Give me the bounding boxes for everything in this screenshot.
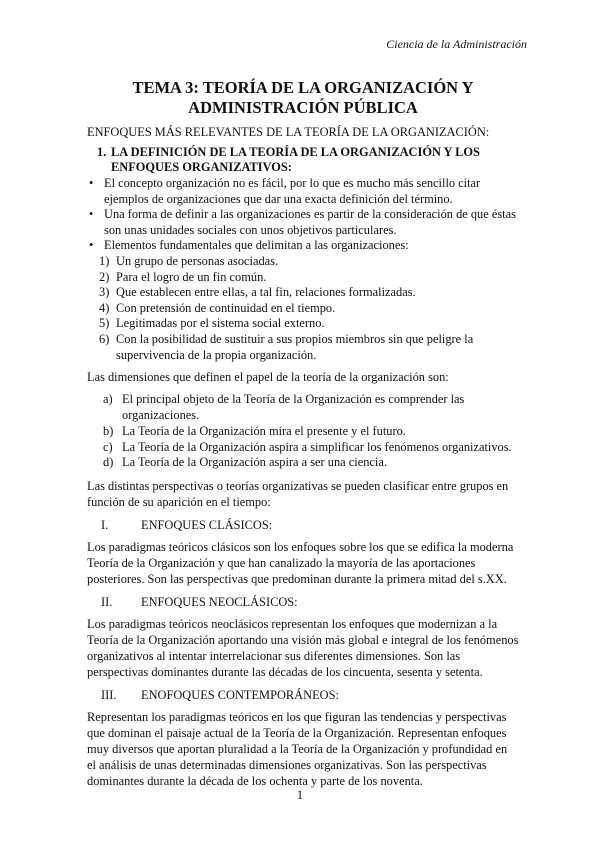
list-item [87,254,519,270]
list-item [87,424,519,440]
list-text: La Teoría de la Organización mira el presente y el futuro. [122,423,406,438]
bullet-text: Una forma de definir a las organizaciones es partir de la consideración de que éstas son unas unidades sociales con unos objetivos particulares. [104,207,516,237]
dimensions-intro: Las dimensiones que definen el papel de la teoría de la organización son: [87,370,449,385]
roman-numeral: III. [101,688,117,703]
list-number: 2) [99,269,110,284]
section-heading-neoclassical [87,594,519,610]
list-number: 4) [99,300,110,315]
list-text: Que establecen entre ellas, a tal fin, relaciones formalizadas. [116,285,416,300]
section-1-heading [87,145,519,175]
list-item [87,316,519,332]
section-1-number: 1. [97,145,107,159]
roman-numeral: II. [101,595,113,610]
list-number: 3) [99,285,110,300]
list-text: Legitimadas por el sistema social externo. [116,316,325,331]
list-item [87,392,519,424]
bullet-icon: • [89,238,94,253]
neoclassical-paragraph: Los paradigmas teóricos neoclásicos representan los enfoques que modernizan a la Teoría de la Organización aportando una visión más global e integral de los fenómenos organizativos al intentar interrelacionar sus diferentes dimensiones. Son las perspectivas dominantes durante las décadas de los cincuenta, sesenta y setenta. [87,617,519,680]
list-item [87,285,519,301]
bullet-icon: • [89,207,94,222]
list-number: 5) [99,316,110,331]
section-1-title: LA DEFINICIÓN DE LA TEORÍA DE LA ORGANIZACIÓN Y LOS ENFOQUES ORGANIZATIVOS: [111,145,480,174]
list-number: 1) [99,253,110,268]
running-header: Ciencia de la Administración [386,37,527,51]
list-text: Un grupo de personas asociadas. [116,253,279,268]
list-letter: c) [103,439,113,454]
document-title [87,78,519,118]
list-item [87,301,519,317]
list-item [87,332,519,363]
section-heading-text: ENOFOQUES CONTEMPORÁNEOS: [141,688,339,703]
bullet-item [87,207,519,238]
classical-paragraph: Los paradigmas teóricos clásicos son los enfoques sobre los que se edifica la moderna Teoría de la Organización y que han canalizado la mayoría de las aportaciones posteriores. Son las perspectivas que predominan durante la primera mitad del s.XX. [87,540,514,587]
bullet-icon: • [89,176,94,190]
dimensions-list [87,392,519,471]
list-letter: b) [103,423,114,438]
list-number: 6) [99,331,110,346]
definition-bullets [87,176,519,254]
elements-list [87,254,519,363]
roman-numeral: I. [101,518,109,533]
list-text: La Teoría de la Organización aspira a ser una ciencia. [122,455,387,470]
list-text: Para el logro de un fin común. [116,269,267,284]
section-heading-classical [87,517,519,533]
contemporary-paragraph: Representan los paradigmas teóricos en los que figuran las tendencias y perspectivas que dominan el paisaje actual de la Teoría de la Organización. Representan enfoques muy diversos que aportan pluralidad a la Teoría de la Organización y profundidad en el análisis de unas determinadas dimensiones organizativas. Son las perspectivas dominantes durante la década de los ochenta y parte de los noventa. [87,710,508,789]
title-line-2: ADMINISTRACIÓN PÚBLICA [188,98,418,117]
list-letter: d) [103,455,114,470]
page-content [87,78,519,796]
list-item [87,440,519,456]
bullet-item [87,238,519,254]
list-text: La Teoría de la Organización aspira a simplificar los fenómenos organizativos. [122,439,512,454]
section-heading-text: ENFOQUES CLÁSICOS: [141,518,273,533]
page-number: 1 [296,788,304,802]
list-text: El principal objeto de la Teoría de la Organización es comprender las organizaciones. [122,392,465,422]
list-text: Con pretensión de continuidad en el tiempo. [116,300,336,315]
bullet-text: Elementos fundamentales que delimitan a las organizaciones: [104,238,409,253]
list-item [87,270,519,286]
list-letter: a) [103,392,113,407]
perspectives-intro: Las distintas perspectivas o teorías organizativas se pueden clasificar entre grupos en función de su aparición en el tiempo: [87,479,509,510]
section-heading-text: ENFOQUES NEOCLÁSICOS: [141,595,298,610]
intro-heading: ENFOQUES MÁS RELEVANTES DE LA TEORÍA DE LA ORGANIZACIÓN: [87,125,490,139]
title-line-1: TEMA 3: TEORÍA DE LA ORGANIZACIÓN Y [132,78,474,97]
bullet-text: El concepto organización no es fácil, por lo que es mucho más sencillo citar ejemplos de organizaciones que dar una exacta definición del término. [104,176,481,206]
list-item [87,455,519,471]
section-heading-contemporary [87,687,519,703]
list-text: Con la posibilidad de sustituir a sus propios miembros sin que peligre la supervivencia de la propia organización. [116,331,474,362]
bullet-item [87,176,519,207]
